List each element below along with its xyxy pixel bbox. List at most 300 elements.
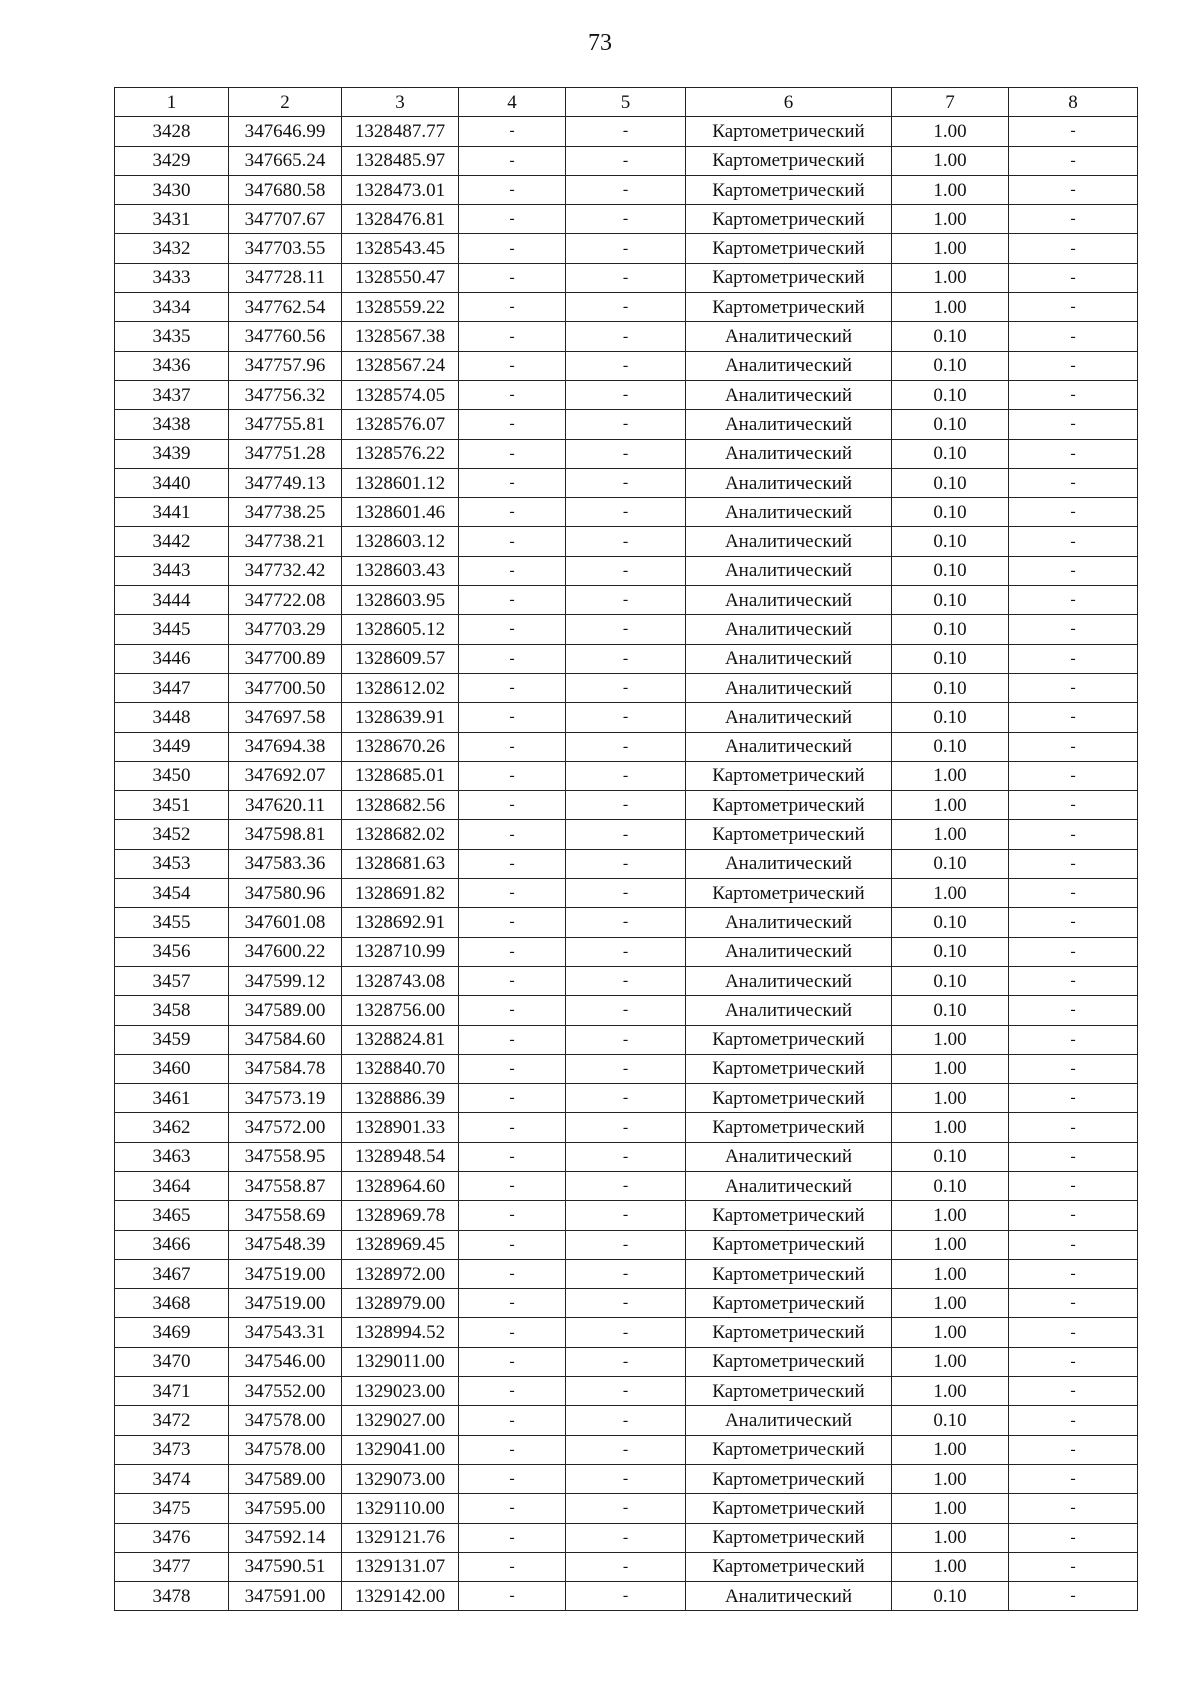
table-row (115, 996, 1138, 1025)
cell-y-coordinate: 1328609.57 (342, 644, 459, 673)
table-row (115, 175, 1138, 204)
table-row (115, 1025, 1138, 1054)
cell-y-coordinate: 1328605.12 (342, 615, 459, 644)
cell-point-number: 3467 (115, 1259, 229, 1288)
cell-col-8: - (1009, 1084, 1138, 1113)
cell-col-8: - (1009, 879, 1138, 908)
cell-method: Аналитический (686, 644, 892, 673)
cell-y-coordinate: 1329110.00 (342, 1494, 459, 1523)
table-row (115, 761, 1138, 790)
cell-x-coordinate: 347703.55 (229, 234, 342, 263)
cell-col-5: - (566, 1582, 686, 1611)
cell-col-8: - (1009, 556, 1138, 585)
cell-method: Картометрический (686, 293, 892, 322)
cell-y-coordinate: 1328901.33 (342, 1113, 459, 1142)
cell-col-5: - (566, 351, 686, 380)
cell-col-4: - (459, 966, 566, 995)
cell-col-8: - (1009, 293, 1138, 322)
cell-y-coordinate: 1329011.00 (342, 1347, 459, 1376)
cell-point-number: 3431 (115, 205, 229, 234)
cell-y-coordinate: 1328601.12 (342, 468, 459, 497)
cell-y-coordinate: 1328692.91 (342, 908, 459, 937)
cell-accuracy: 1.00 (892, 1025, 1009, 1054)
cell-accuracy: 0.10 (892, 1582, 1009, 1611)
cell-col-8: - (1009, 1142, 1138, 1171)
cell-accuracy: 1.00 (892, 293, 1009, 322)
cell-y-coordinate: 1329073.00 (342, 1464, 459, 1493)
cell-point-number: 3462 (115, 1113, 229, 1142)
column-header-7: 7 (892, 88, 1009, 117)
cell-col-8: - (1009, 761, 1138, 790)
cell-col-4: - (459, 849, 566, 878)
cell-method: Аналитический (686, 468, 892, 497)
cell-col-4: - (459, 293, 566, 322)
cell-col-5: - (566, 293, 686, 322)
table-row (115, 527, 1138, 556)
cell-col-4: - (459, 1582, 566, 1611)
cell-col-8: - (1009, 1201, 1138, 1230)
cell-point-number: 3450 (115, 761, 229, 790)
table-row (115, 1523, 1138, 1552)
cell-y-coordinate: 1328670.26 (342, 732, 459, 761)
cell-col-8: - (1009, 1054, 1138, 1083)
cell-x-coordinate: 347584.78 (229, 1054, 342, 1083)
table-row (115, 293, 1138, 322)
cell-accuracy: 0.10 (892, 527, 1009, 556)
cell-point-number: 3433 (115, 263, 229, 292)
cell-accuracy: 1.00 (892, 879, 1009, 908)
cell-accuracy: 0.10 (892, 908, 1009, 937)
cell-x-coordinate: 347558.87 (229, 1171, 342, 1200)
cell-method: Картометрический (686, 1494, 892, 1523)
cell-col-8: - (1009, 498, 1138, 527)
cell-col-8: - (1009, 966, 1138, 995)
cell-col-4: - (459, 410, 566, 439)
column-header-8: 8 (1009, 88, 1138, 117)
cell-y-coordinate: 1328948.54 (342, 1142, 459, 1171)
cell-col-4: - (459, 644, 566, 673)
table-row (115, 439, 1138, 468)
cell-col-4: - (459, 175, 566, 204)
cell-accuracy: 1.00 (892, 1084, 1009, 1113)
cell-col-8: - (1009, 937, 1138, 966)
table-row (115, 1552, 1138, 1581)
cell-col-8: - (1009, 146, 1138, 175)
cell-point-number: 3449 (115, 732, 229, 761)
cell-col-5: - (566, 586, 686, 615)
cell-col-4: - (459, 1289, 566, 1318)
table-row (115, 879, 1138, 908)
cell-point-number: 3464 (115, 1171, 229, 1200)
cell-y-coordinate: 1329041.00 (342, 1435, 459, 1464)
cell-y-coordinate: 1328886.39 (342, 1084, 459, 1113)
cell-method: Аналитический (686, 439, 892, 468)
table-row (115, 1464, 1138, 1493)
cell-col-8: - (1009, 586, 1138, 615)
cell-y-coordinate: 1328567.38 (342, 322, 459, 351)
cell-accuracy: 0.10 (892, 1406, 1009, 1435)
cell-accuracy: 1.00 (892, 761, 1009, 790)
cell-col-8: - (1009, 644, 1138, 673)
cell-point-number: 3460 (115, 1054, 229, 1083)
cell-x-coordinate: 347620.11 (229, 791, 342, 820)
cell-point-number: 3442 (115, 527, 229, 556)
table-row (115, 615, 1138, 644)
cell-x-coordinate: 347738.21 (229, 527, 342, 556)
table-row (115, 234, 1138, 263)
cell-col-4: - (459, 1377, 566, 1406)
cell-accuracy: 1.00 (892, 117, 1009, 146)
cell-accuracy: 1.00 (892, 1113, 1009, 1142)
column-header-5: 5 (566, 88, 686, 117)
cell-col-5: - (566, 410, 686, 439)
cell-point-number: 3468 (115, 1289, 229, 1318)
cell-col-8: - (1009, 703, 1138, 732)
table-row (115, 380, 1138, 409)
table-row (115, 1142, 1138, 1171)
cell-method: Аналитический (686, 703, 892, 732)
cell-col-5: - (566, 234, 686, 263)
cell-method: Картометрический (686, 791, 892, 820)
cell-x-coordinate: 347755.81 (229, 410, 342, 439)
column-header-2: 2 (229, 88, 342, 117)
cell-col-4: - (459, 1025, 566, 1054)
cell-col-5: - (566, 644, 686, 673)
cell-col-8: - (1009, 1377, 1138, 1406)
cell-col-5: - (566, 322, 686, 351)
cell-accuracy: 0.10 (892, 966, 1009, 995)
table-row (115, 1377, 1138, 1406)
cell-col-4: - (459, 498, 566, 527)
table-row (115, 351, 1138, 380)
cell-col-4: - (459, 586, 566, 615)
table-row (115, 146, 1138, 175)
cell-point-number: 3457 (115, 966, 229, 995)
cell-x-coordinate: 347578.00 (229, 1406, 342, 1435)
cell-accuracy: 0.10 (892, 1171, 1009, 1200)
cell-point-number: 3447 (115, 673, 229, 702)
cell-point-number: 3459 (115, 1025, 229, 1054)
cell-col-4: - (459, 791, 566, 820)
table-row (115, 1347, 1138, 1376)
cell-col-8: - (1009, 1552, 1138, 1581)
cell-y-coordinate: 1329121.76 (342, 1523, 459, 1552)
cell-col-4: - (459, 1435, 566, 1464)
cell-point-number: 3438 (115, 410, 229, 439)
cell-col-4: - (459, 146, 566, 175)
cell-x-coordinate: 347590.51 (229, 1552, 342, 1581)
table-row (115, 1318, 1138, 1347)
cell-x-coordinate: 347732.42 (229, 556, 342, 585)
cell-col-5: - (566, 556, 686, 585)
cell-x-coordinate: 347592.14 (229, 1523, 342, 1552)
cell-col-5: - (566, 1142, 686, 1171)
cell-y-coordinate: 1328691.82 (342, 879, 459, 908)
cell-y-coordinate: 1329142.00 (342, 1582, 459, 1611)
cell-x-coordinate: 347591.00 (229, 1582, 342, 1611)
cell-col-5: - (566, 1523, 686, 1552)
cell-col-4: - (459, 673, 566, 702)
cell-accuracy: 0.10 (892, 996, 1009, 1025)
coordinates-table (114, 87, 1138, 1611)
cell-point-number: 3432 (115, 234, 229, 263)
cell-x-coordinate: 347519.00 (229, 1259, 342, 1288)
cell-y-coordinate: 1328612.02 (342, 673, 459, 702)
table-row (115, 498, 1138, 527)
cell-method: Картометрический (686, 234, 892, 263)
cell-col-4: - (459, 1259, 566, 1288)
table-body (115, 117, 1138, 1611)
cell-accuracy: 0.10 (892, 937, 1009, 966)
cell-col-8: - (1009, 439, 1138, 468)
cell-y-coordinate: 1328682.02 (342, 820, 459, 849)
cell-method: Аналитический (686, 380, 892, 409)
cell-x-coordinate: 347760.56 (229, 322, 342, 351)
cell-point-number: 3469 (115, 1318, 229, 1347)
cell-col-5: - (566, 1084, 686, 1113)
table-row (115, 322, 1138, 351)
cell-col-4: - (459, 380, 566, 409)
cell-x-coordinate: 347558.95 (229, 1142, 342, 1171)
cell-method: Картометрический (686, 263, 892, 292)
cell-y-coordinate: 1328969.45 (342, 1230, 459, 1259)
cell-col-5: - (566, 1318, 686, 1347)
cell-point-number: 3435 (115, 322, 229, 351)
cell-col-5: - (566, 1435, 686, 1464)
table-row (115, 966, 1138, 995)
cell-col-8: - (1009, 820, 1138, 849)
cell-col-5: - (566, 1230, 686, 1259)
cell-col-4: - (459, 117, 566, 146)
cell-x-coordinate: 347584.60 (229, 1025, 342, 1054)
cell-col-4: - (459, 1318, 566, 1347)
table-row (115, 556, 1138, 585)
cell-col-8: - (1009, 1435, 1138, 1464)
cell-col-5: - (566, 380, 686, 409)
cell-accuracy: 0.10 (892, 615, 1009, 644)
table-row (115, 117, 1138, 146)
table-row (115, 820, 1138, 849)
table-row (115, 703, 1138, 732)
cell-col-4: - (459, 703, 566, 732)
cell-col-4: - (459, 937, 566, 966)
cell-accuracy: 0.10 (892, 380, 1009, 409)
cell-accuracy: 1.00 (892, 1552, 1009, 1581)
cell-col-8: - (1009, 1494, 1138, 1523)
cell-col-4: - (459, 1171, 566, 1200)
cell-x-coordinate: 347552.00 (229, 1377, 342, 1406)
cell-x-coordinate: 347692.07 (229, 761, 342, 790)
column-header-6: 6 (686, 88, 892, 117)
cell-y-coordinate: 1328964.60 (342, 1171, 459, 1200)
cell-accuracy: 0.10 (892, 703, 1009, 732)
cell-col-5: - (566, 175, 686, 204)
cell-method: Картометрический (686, 1289, 892, 1318)
cell-col-5: - (566, 146, 686, 175)
cell-col-8: - (1009, 1289, 1138, 1318)
cell-col-4: - (459, 1142, 566, 1171)
cell-point-number: 3471 (115, 1377, 229, 1406)
cell-col-8: - (1009, 791, 1138, 820)
cell-accuracy: 1.00 (892, 1054, 1009, 1083)
table-row (115, 849, 1138, 878)
cell-x-coordinate: 347572.00 (229, 1113, 342, 1142)
cell-method: Картометрический (686, 1054, 892, 1083)
cell-accuracy: 1.00 (892, 205, 1009, 234)
cell-y-coordinate: 1328574.05 (342, 380, 459, 409)
cell-y-coordinate: 1328743.08 (342, 966, 459, 995)
cell-accuracy: 0.10 (892, 410, 1009, 439)
cell-col-8: - (1009, 234, 1138, 263)
cell-point-number: 3454 (115, 879, 229, 908)
cell-col-8: - (1009, 1523, 1138, 1552)
cell-col-5: - (566, 703, 686, 732)
cell-y-coordinate: 1329023.00 (342, 1377, 459, 1406)
cell-accuracy: 1.00 (892, 175, 1009, 204)
cell-method: Аналитический (686, 615, 892, 644)
cell-col-4: - (459, 1201, 566, 1230)
cell-point-number: 3428 (115, 117, 229, 146)
page-number: 73 (588, 30, 612, 56)
cell-point-number: 3455 (115, 908, 229, 937)
cell-col-4: - (459, 322, 566, 351)
cell-accuracy: 1.00 (892, 146, 1009, 175)
cell-method: Аналитический (686, 937, 892, 966)
cell-col-8: - (1009, 1464, 1138, 1493)
cell-y-coordinate: 1328487.77 (342, 117, 459, 146)
cell-y-coordinate: 1328681.63 (342, 849, 459, 878)
cell-col-5: - (566, 1552, 686, 1581)
cell-y-coordinate: 1328603.95 (342, 586, 459, 615)
cell-point-number: 3444 (115, 586, 229, 615)
cell-col-5: - (566, 1289, 686, 1318)
cell-method: Картометрический (686, 117, 892, 146)
cell-x-coordinate: 347762.54 (229, 293, 342, 322)
cell-x-coordinate: 347700.50 (229, 673, 342, 702)
cell-method: Картометрический (686, 1230, 892, 1259)
cell-col-5: - (566, 1464, 686, 1493)
cell-accuracy: 0.10 (892, 498, 1009, 527)
cell-accuracy: 1.00 (892, 263, 1009, 292)
cell-col-8: - (1009, 849, 1138, 878)
cell-col-5: - (566, 996, 686, 1025)
table-row (115, 1494, 1138, 1523)
cell-method: Картометрический (686, 205, 892, 234)
cell-point-number: 3461 (115, 1084, 229, 1113)
table-row (115, 1084, 1138, 1113)
cell-method: Аналитический (686, 966, 892, 995)
table-row (115, 1259, 1138, 1288)
table-row (115, 1171, 1138, 1200)
cell-method: Картометрический (686, 1435, 892, 1464)
cell-x-coordinate: 347665.24 (229, 146, 342, 175)
cell-method: Аналитический (686, 498, 892, 527)
cell-col-8: - (1009, 527, 1138, 556)
cell-y-coordinate: 1328824.81 (342, 1025, 459, 1054)
cell-x-coordinate: 347589.00 (229, 1464, 342, 1493)
cell-point-number: 3440 (115, 468, 229, 497)
cell-col-8: - (1009, 1406, 1138, 1435)
cell-method: Аналитический (686, 732, 892, 761)
cell-x-coordinate: 347707.67 (229, 205, 342, 234)
table-row (115, 263, 1138, 292)
cell-method: Картометрический (686, 1464, 892, 1493)
cell-method: Картометрический (686, 1259, 892, 1288)
cell-col-5: - (566, 263, 686, 292)
cell-col-8: - (1009, 673, 1138, 702)
cell-col-8: - (1009, 1171, 1138, 1200)
cell-accuracy: 1.00 (892, 1523, 1009, 1552)
cell-x-coordinate: 347548.39 (229, 1230, 342, 1259)
cell-col-4: - (459, 556, 566, 585)
cell-method: Картометрический (686, 1201, 892, 1230)
cell-y-coordinate: 1328603.12 (342, 527, 459, 556)
cell-y-coordinate: 1328601.46 (342, 498, 459, 527)
cell-point-number: 3458 (115, 996, 229, 1025)
cell-col-8: - (1009, 380, 1138, 409)
cell-accuracy: 1.00 (892, 1377, 1009, 1406)
cell-x-coordinate: 347738.25 (229, 498, 342, 527)
cell-method: Картометрический (686, 1113, 892, 1142)
cell-col-4: - (459, 234, 566, 263)
cell-col-8: - (1009, 263, 1138, 292)
cell-col-4: - (459, 615, 566, 644)
cell-accuracy: 0.10 (892, 439, 1009, 468)
cell-x-coordinate: 347756.32 (229, 380, 342, 409)
cell-method: Аналитический (686, 673, 892, 702)
cell-point-number: 3470 (115, 1347, 229, 1376)
cell-accuracy: 1.00 (892, 1435, 1009, 1464)
cell-method: Картометрический (686, 1552, 892, 1581)
cell-method: Картометрический (686, 146, 892, 175)
table-row (115, 673, 1138, 702)
cell-method: Картометрический (686, 1377, 892, 1406)
table-row (115, 937, 1138, 966)
cell-point-number: 3430 (115, 175, 229, 204)
table-row (115, 468, 1138, 497)
cell-x-coordinate: 347703.29 (229, 615, 342, 644)
cell-x-coordinate: 347694.38 (229, 732, 342, 761)
cell-y-coordinate: 1328550.47 (342, 263, 459, 292)
cell-accuracy: 1.00 (892, 1494, 1009, 1523)
cell-x-coordinate: 347580.96 (229, 879, 342, 908)
cell-point-number: 3452 (115, 820, 229, 849)
cell-accuracy: 0.10 (892, 1142, 1009, 1171)
cell-col-8: - (1009, 1230, 1138, 1259)
cell-x-coordinate: 347700.89 (229, 644, 342, 673)
cell-col-8: - (1009, 117, 1138, 146)
cell-col-8: - (1009, 1582, 1138, 1611)
cell-method: Картометрический (686, 1318, 892, 1347)
cell-col-8: - (1009, 175, 1138, 204)
cell-col-4: - (459, 1230, 566, 1259)
cell-y-coordinate: 1328639.91 (342, 703, 459, 732)
cell-y-coordinate: 1328972.00 (342, 1259, 459, 1288)
cell-col-4: - (459, 1464, 566, 1493)
cell-point-number: 3478 (115, 1582, 229, 1611)
table-row (115, 1201, 1138, 1230)
cell-accuracy: 0.10 (892, 644, 1009, 673)
cell-x-coordinate: 347757.96 (229, 351, 342, 380)
cell-y-coordinate: 1328576.07 (342, 410, 459, 439)
table-row (115, 1230, 1138, 1259)
cell-col-5: - (566, 1406, 686, 1435)
cell-x-coordinate: 347546.00 (229, 1347, 342, 1376)
cell-x-coordinate: 347519.00 (229, 1289, 342, 1318)
cell-accuracy: 1.00 (892, 1230, 1009, 1259)
cell-col-8: - (1009, 1259, 1138, 1288)
cell-method: Аналитический (686, 586, 892, 615)
